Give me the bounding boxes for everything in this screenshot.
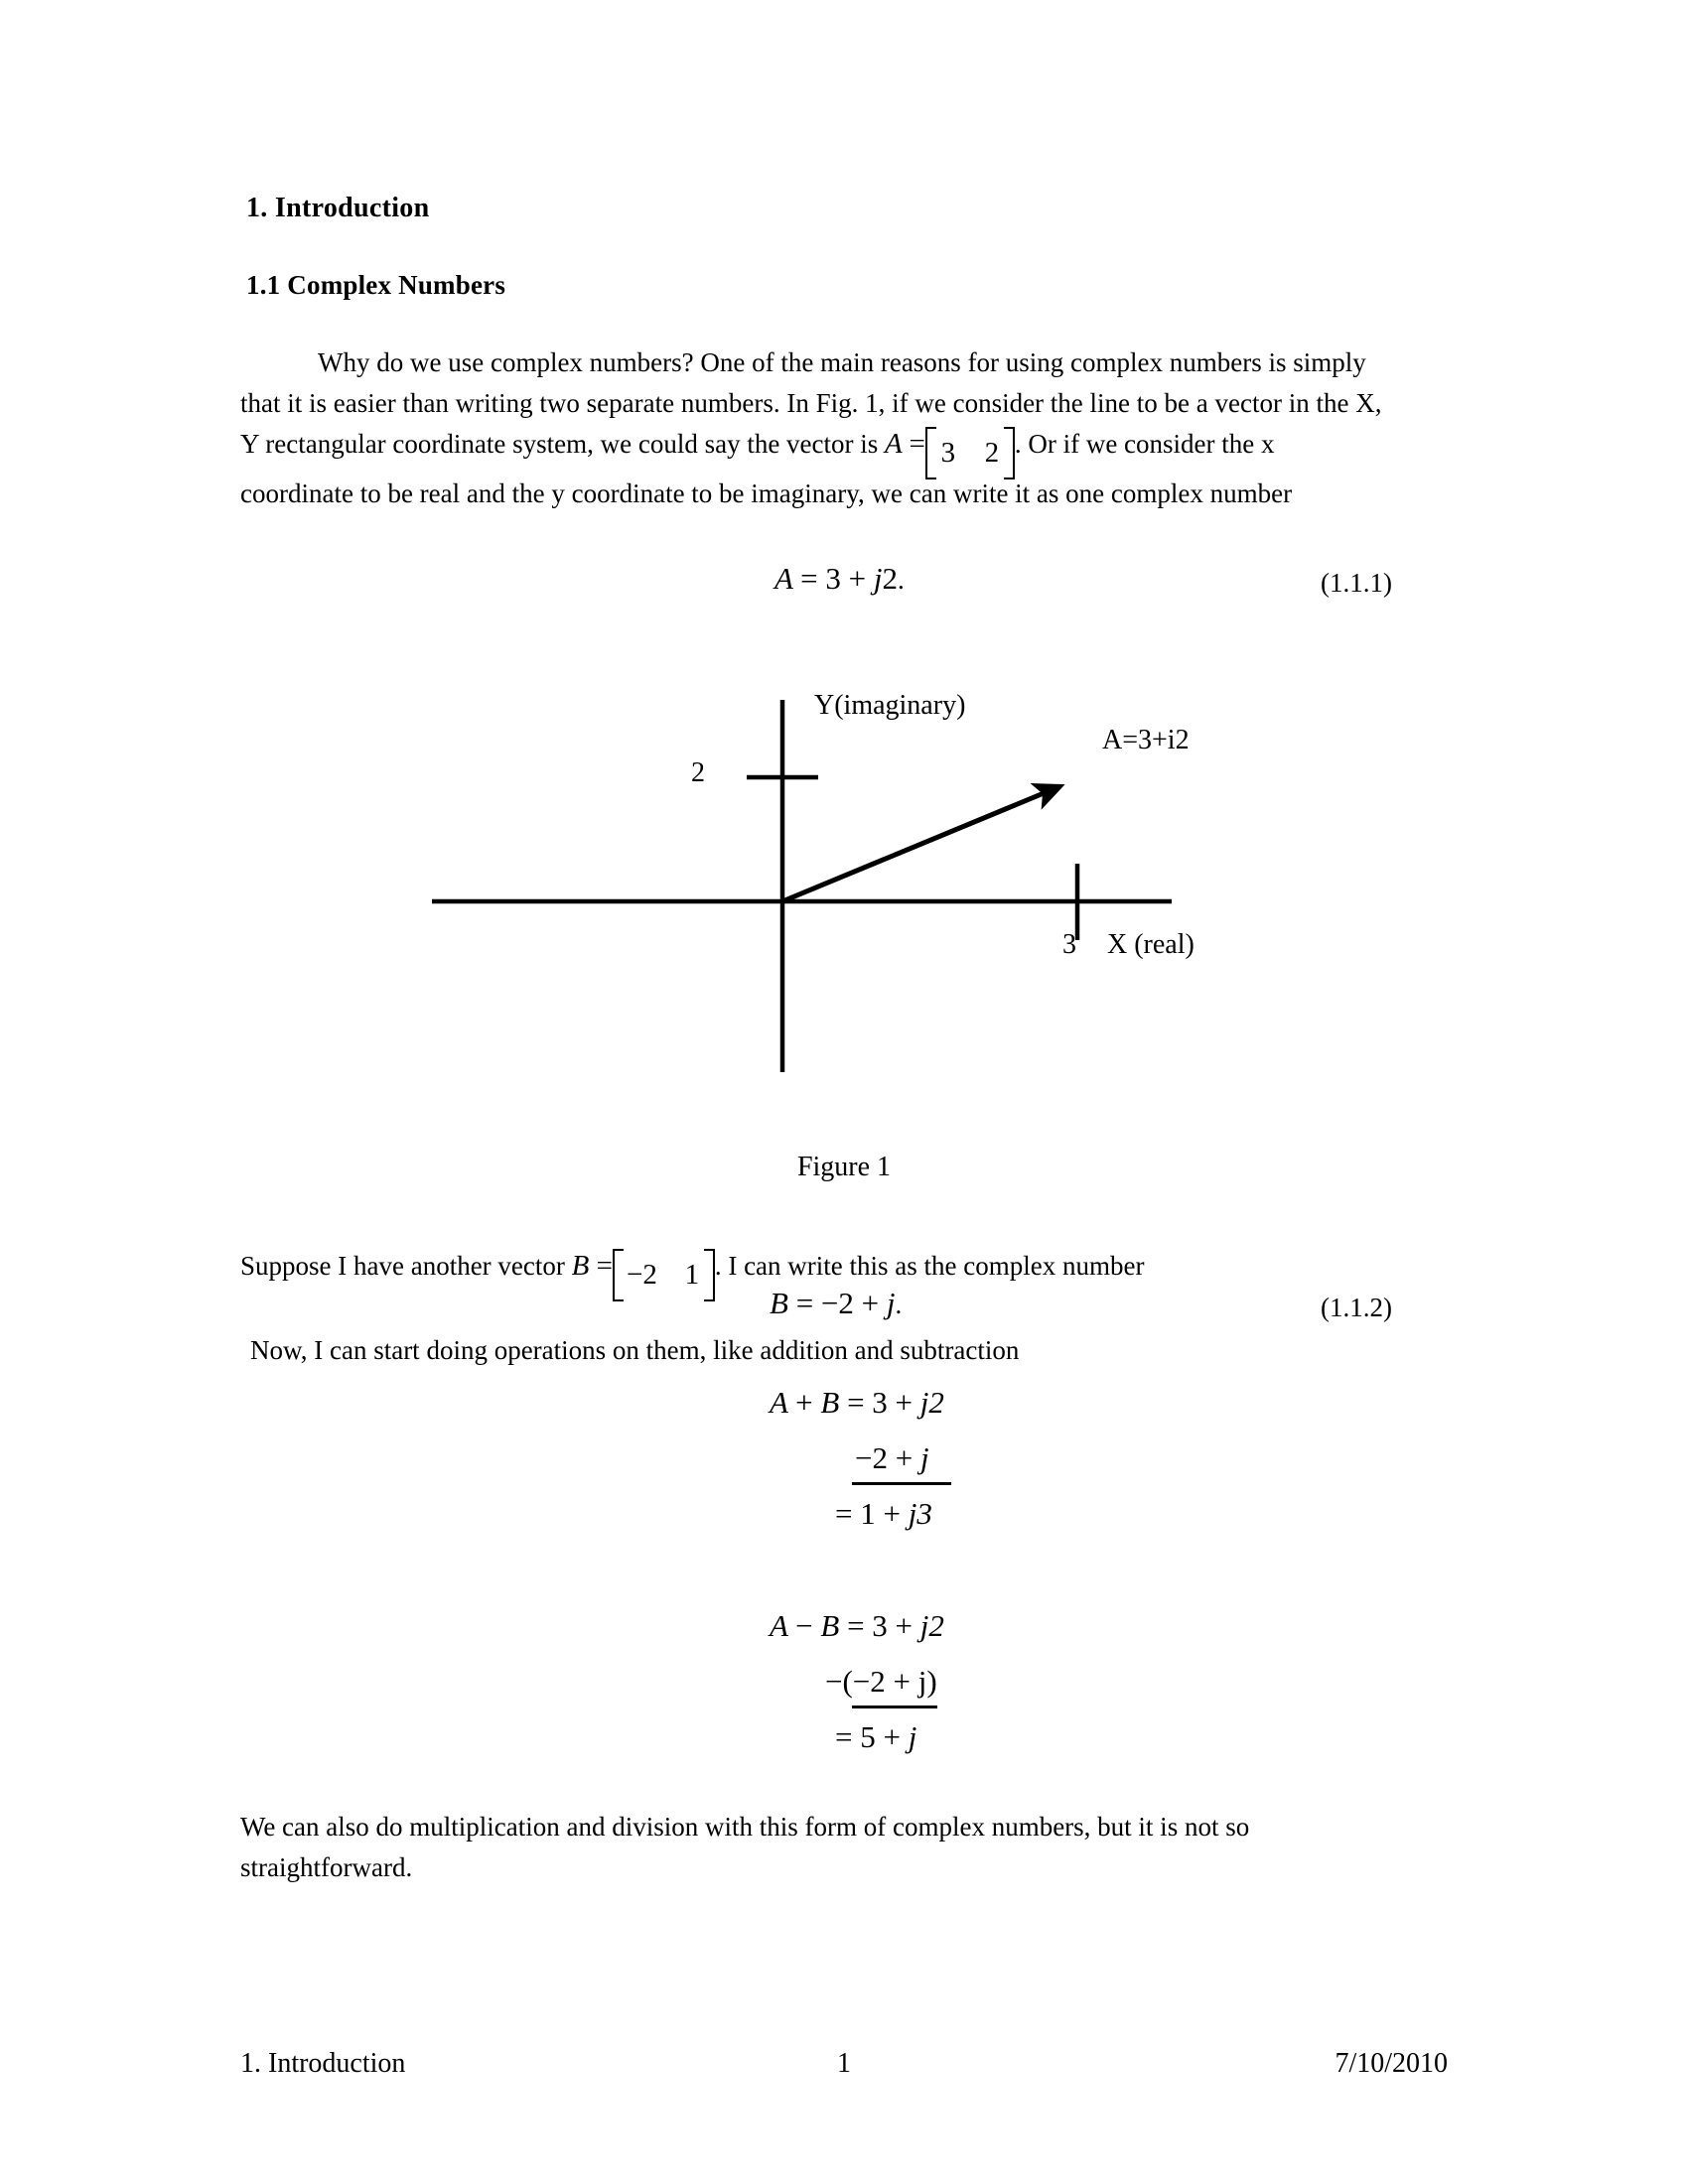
addition-imag-1: j2 — [919, 1385, 944, 1420]
inline-vector-b — [571, 1250, 715, 1291]
eq112-period: . — [895, 1290, 903, 1319]
vector-b-symbol: B — [571, 1250, 590, 1282]
eq112-plus: + — [861, 1286, 880, 1320]
subtraction-line-2 — [770, 1654, 944, 1709]
intro-text-before-matrix: Why do we use complex numbers? One of the main reasons for using complex numbers is simply that it is easier than writing two separate numbers. In Fig. 1, if we consider the line to be a vector in the X, Y rectangular coordinate system, we could say the vector is — [240, 347, 1382, 459]
vector-b-equals: = — [596, 1250, 613, 1282]
subtraction-block — [770, 1598, 944, 1765]
x-axis-label: X (real) — [1107, 929, 1195, 960]
subtraction-plus-1: + — [895, 1608, 914, 1643]
vector-b-text-after: . I can write this as the complex number — [714, 1251, 1145, 1281]
subtraction-operator: − — [795, 1608, 813, 1643]
addition-line-1 — [770, 1375, 944, 1431]
intro-text-after-matrix: . Or if we consider the x coordinate to be real and the y coordinate to be imaginary, we can write it as one complex number — [240, 429, 1293, 508]
addition-lhs-a: A — [770, 1385, 788, 1420]
subtraction-line-1 — [770, 1598, 944, 1654]
subtraction-result-plus: + — [883, 1719, 901, 1754]
addition-block — [770, 1375, 944, 1542]
vector-a-component-0: 3 — [940, 437, 956, 469]
closing-paragraph: We can also do multiplication and division with this form of complex numbers, but it is not so straightforward. — [240, 1812, 1250, 1882]
addition-line-3 — [770, 1486, 944, 1542]
addition-result-real: 1 — [860, 1496, 876, 1531]
complex-plane-diagram — [0, 665, 1688, 1112]
vector-a-matrix — [925, 433, 1015, 474]
figure-caption: Figure 1 — [796, 1152, 892, 1182]
addition-plus-2: + — [895, 1440, 914, 1475]
footer-section-label: 1. Introduction — [240, 2048, 406, 2079]
section-heading: 1.1 Complex Numbers — [246, 270, 506, 300]
subtraction-equals: = — [847, 1608, 865, 1643]
subtraction-rule — [852, 1706, 937, 1708]
addition-equals: = — [847, 1385, 865, 1420]
vector-b-component-1: 1 — [684, 1259, 700, 1291]
inline-vector-a — [885, 428, 1015, 469]
subtraction-lhs-a: A — [770, 1608, 788, 1643]
vector-b-matrix — [613, 1255, 715, 1296]
addition-plus-1: + — [895, 1385, 914, 1420]
eq111-imaginary-unit: j — [873, 561, 883, 596]
eq111-lhs: A — [774, 561, 793, 596]
addition-sign-2: − — [855, 1440, 873, 1475]
eq111-real: 3 — [825, 561, 841, 596]
vector-a-annotation: A=3+i2 — [1102, 725, 1190, 755]
addition-rule — [852, 1482, 951, 1485]
eq112-real: −2 — [820, 1286, 854, 1320]
subtraction-real-1: 3 — [872, 1608, 888, 1643]
y-axis-label: Y(imaginary) — [814, 690, 966, 721]
addition-real-1: 3 — [872, 1385, 888, 1420]
eq111-plus: + — [848, 561, 867, 596]
addition-line-2 — [770, 1431, 944, 1486]
addition-result-plus: + — [883, 1496, 901, 1531]
addition-real-2: 2 — [872, 1440, 888, 1475]
vector-a-symbol: A — [885, 428, 903, 460]
subtraction-result-equals: = — [835, 1719, 853, 1754]
footer-date: 7/10/2010 — [1335, 2048, 1448, 2079]
eq111-period: . — [897, 565, 905, 595]
equation-number-1-1-2: (1.1.2) — [1321, 1293, 1392, 1322]
footer-page-number: 1 — [837, 2048, 851, 2079]
subtraction-lhs-b: B — [820, 1608, 840, 1643]
vector-a-arrow — [782, 786, 1060, 901]
eq112-imaginary-unit: j — [886, 1286, 896, 1320]
operations-paragraph: Now, I can start doing operations on them, like addition and subtraction — [250, 1335, 1020, 1365]
eq112-lhs: B — [770, 1286, 788, 1320]
addition-result-equals: = — [835, 1496, 853, 1531]
vector-b-text-before: Suppose I have another vector — [240, 1251, 565, 1281]
subtraction-negated-term: −(−2 + j) — [825, 1664, 937, 1699]
figure-1 — [0, 665, 1688, 1112]
vector-b-component-0: −2 — [626, 1259, 657, 1291]
subtraction-line-3 — [770, 1709, 944, 1765]
vector-a-equals: = — [909, 428, 925, 460]
addition-imag-2: j — [919, 1440, 929, 1475]
eq111-imaginary-coeff: 2 — [882, 561, 898, 596]
equation-number-1-1-1: (1.1.1) — [1321, 568, 1392, 598]
equation-1-1-1 — [774, 561, 905, 597]
eq112-equals: = — [795, 1286, 814, 1320]
subtraction-result-imag: j — [908, 1719, 917, 1754]
subtraction-imag-1: j2 — [919, 1608, 944, 1643]
y-axis-tick-label-2: 2 — [691, 757, 705, 788]
x-axis-tick-label-3: 3 — [1062, 929, 1076, 960]
vector-a-component-1: 2 — [984, 437, 1000, 469]
addition-lhs-b: B — [820, 1385, 840, 1420]
subtraction-result-real: 5 — [860, 1719, 876, 1754]
equation-1-1-2 — [770, 1286, 902, 1321]
addition-operator: + — [795, 1385, 813, 1420]
eq111-equals: = — [800, 561, 818, 596]
intro-paragraph — [240, 342, 1392, 514]
addition-result-imag: j3 — [908, 1496, 932, 1531]
page-title: 1. Introduction — [246, 193, 430, 223]
